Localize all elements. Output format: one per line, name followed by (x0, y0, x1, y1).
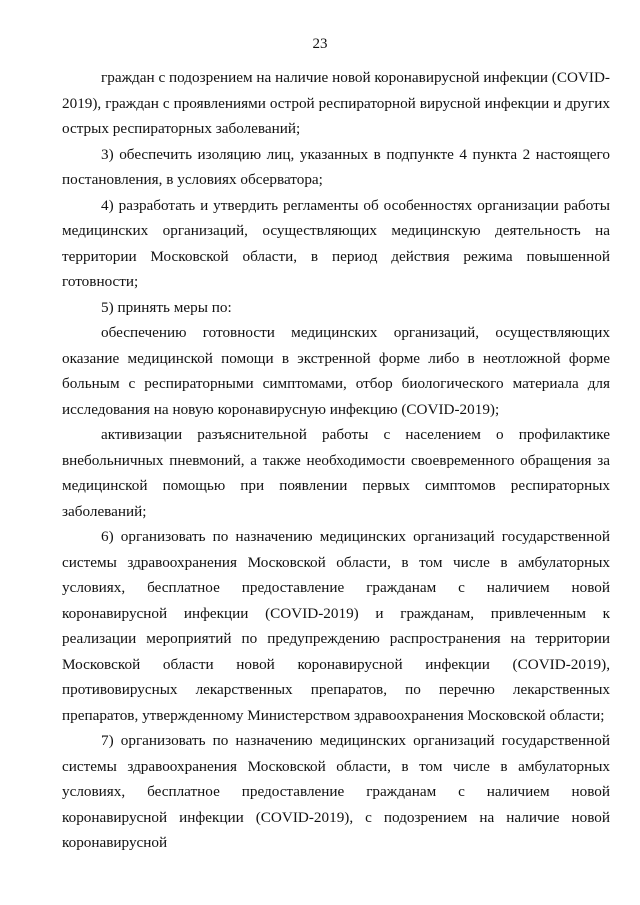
paragraph-item-7: 7) организовать по назначению медицинских организаций государственной системы здравоохранения Московской области, в том числе в амбулаторных условиях, бесплатное предоставление гражданам с наличием новой коронавирусной инфекции (COVID-2019), с подозрением на наличие новой коронавирусной (62, 732, 610, 851)
paragraph-item-6: 6) организовать по назначению медицинских организаций государственной системы здравоохранения Московской области, в том числе в амбулаторных условиях, бесплатное предоставление гражданам с наличием новой коронавирусной инфекции (COVID-2019) и гражданам, привлеченным к реализации мероприятий по предупреждению распространения на территории Московской области новой коронавирусной инфекции (COVID-2019), противовирусных лекарственных препаратов, по перечню лекарственных препаратов, утвержденному Министерством здравоохранения Московской области; (62, 528, 610, 724)
paragraph-item-4: 4) разработать и утвердить регламенты об особенностях организации работы медицинских организаций, осуществляющих медицинскую деятельность на территории Московской области, в период действия режима повышенной готовности; (62, 196, 610, 290)
paragraph-item-5: 5) принять меры по: (101, 298, 232, 316)
document-body (62, 65, 610, 856)
paragraph-item-5-sub-2: активизации разъяснительной работы с населением о профилактике внебольничных пневмоний, а также необходимости своевременного обращения за медицинской помощью при появлении первых симптомов респираторных заболеваний; (62, 426, 610, 520)
paragraph-continuation: граждан с подозрением на наличие новой коронавирусной инфекции (COVID-2019), граждан с проявлениями острой респираторной вирусной инфекции и других острых респираторных заболеваний; (62, 69, 610, 137)
paragraph-item-5-sub-1: обеспечению готовности медицинских организаций, осуществляющих оказание медицинской помощи в экстренной форме либо в неотложной форме больным с респираторными симптомами, отбор биологического материала для исследования на новую коронавирусную инфекцию (COVID-2019); (62, 324, 610, 418)
page-number: 23 (312, 36, 328, 52)
paragraph-item-3: 3) обеспечить изоляцию лиц, указанных в подпункте 4 пункта 2 настоящего постановления, в условиях обсерватора; (62, 145, 610, 188)
